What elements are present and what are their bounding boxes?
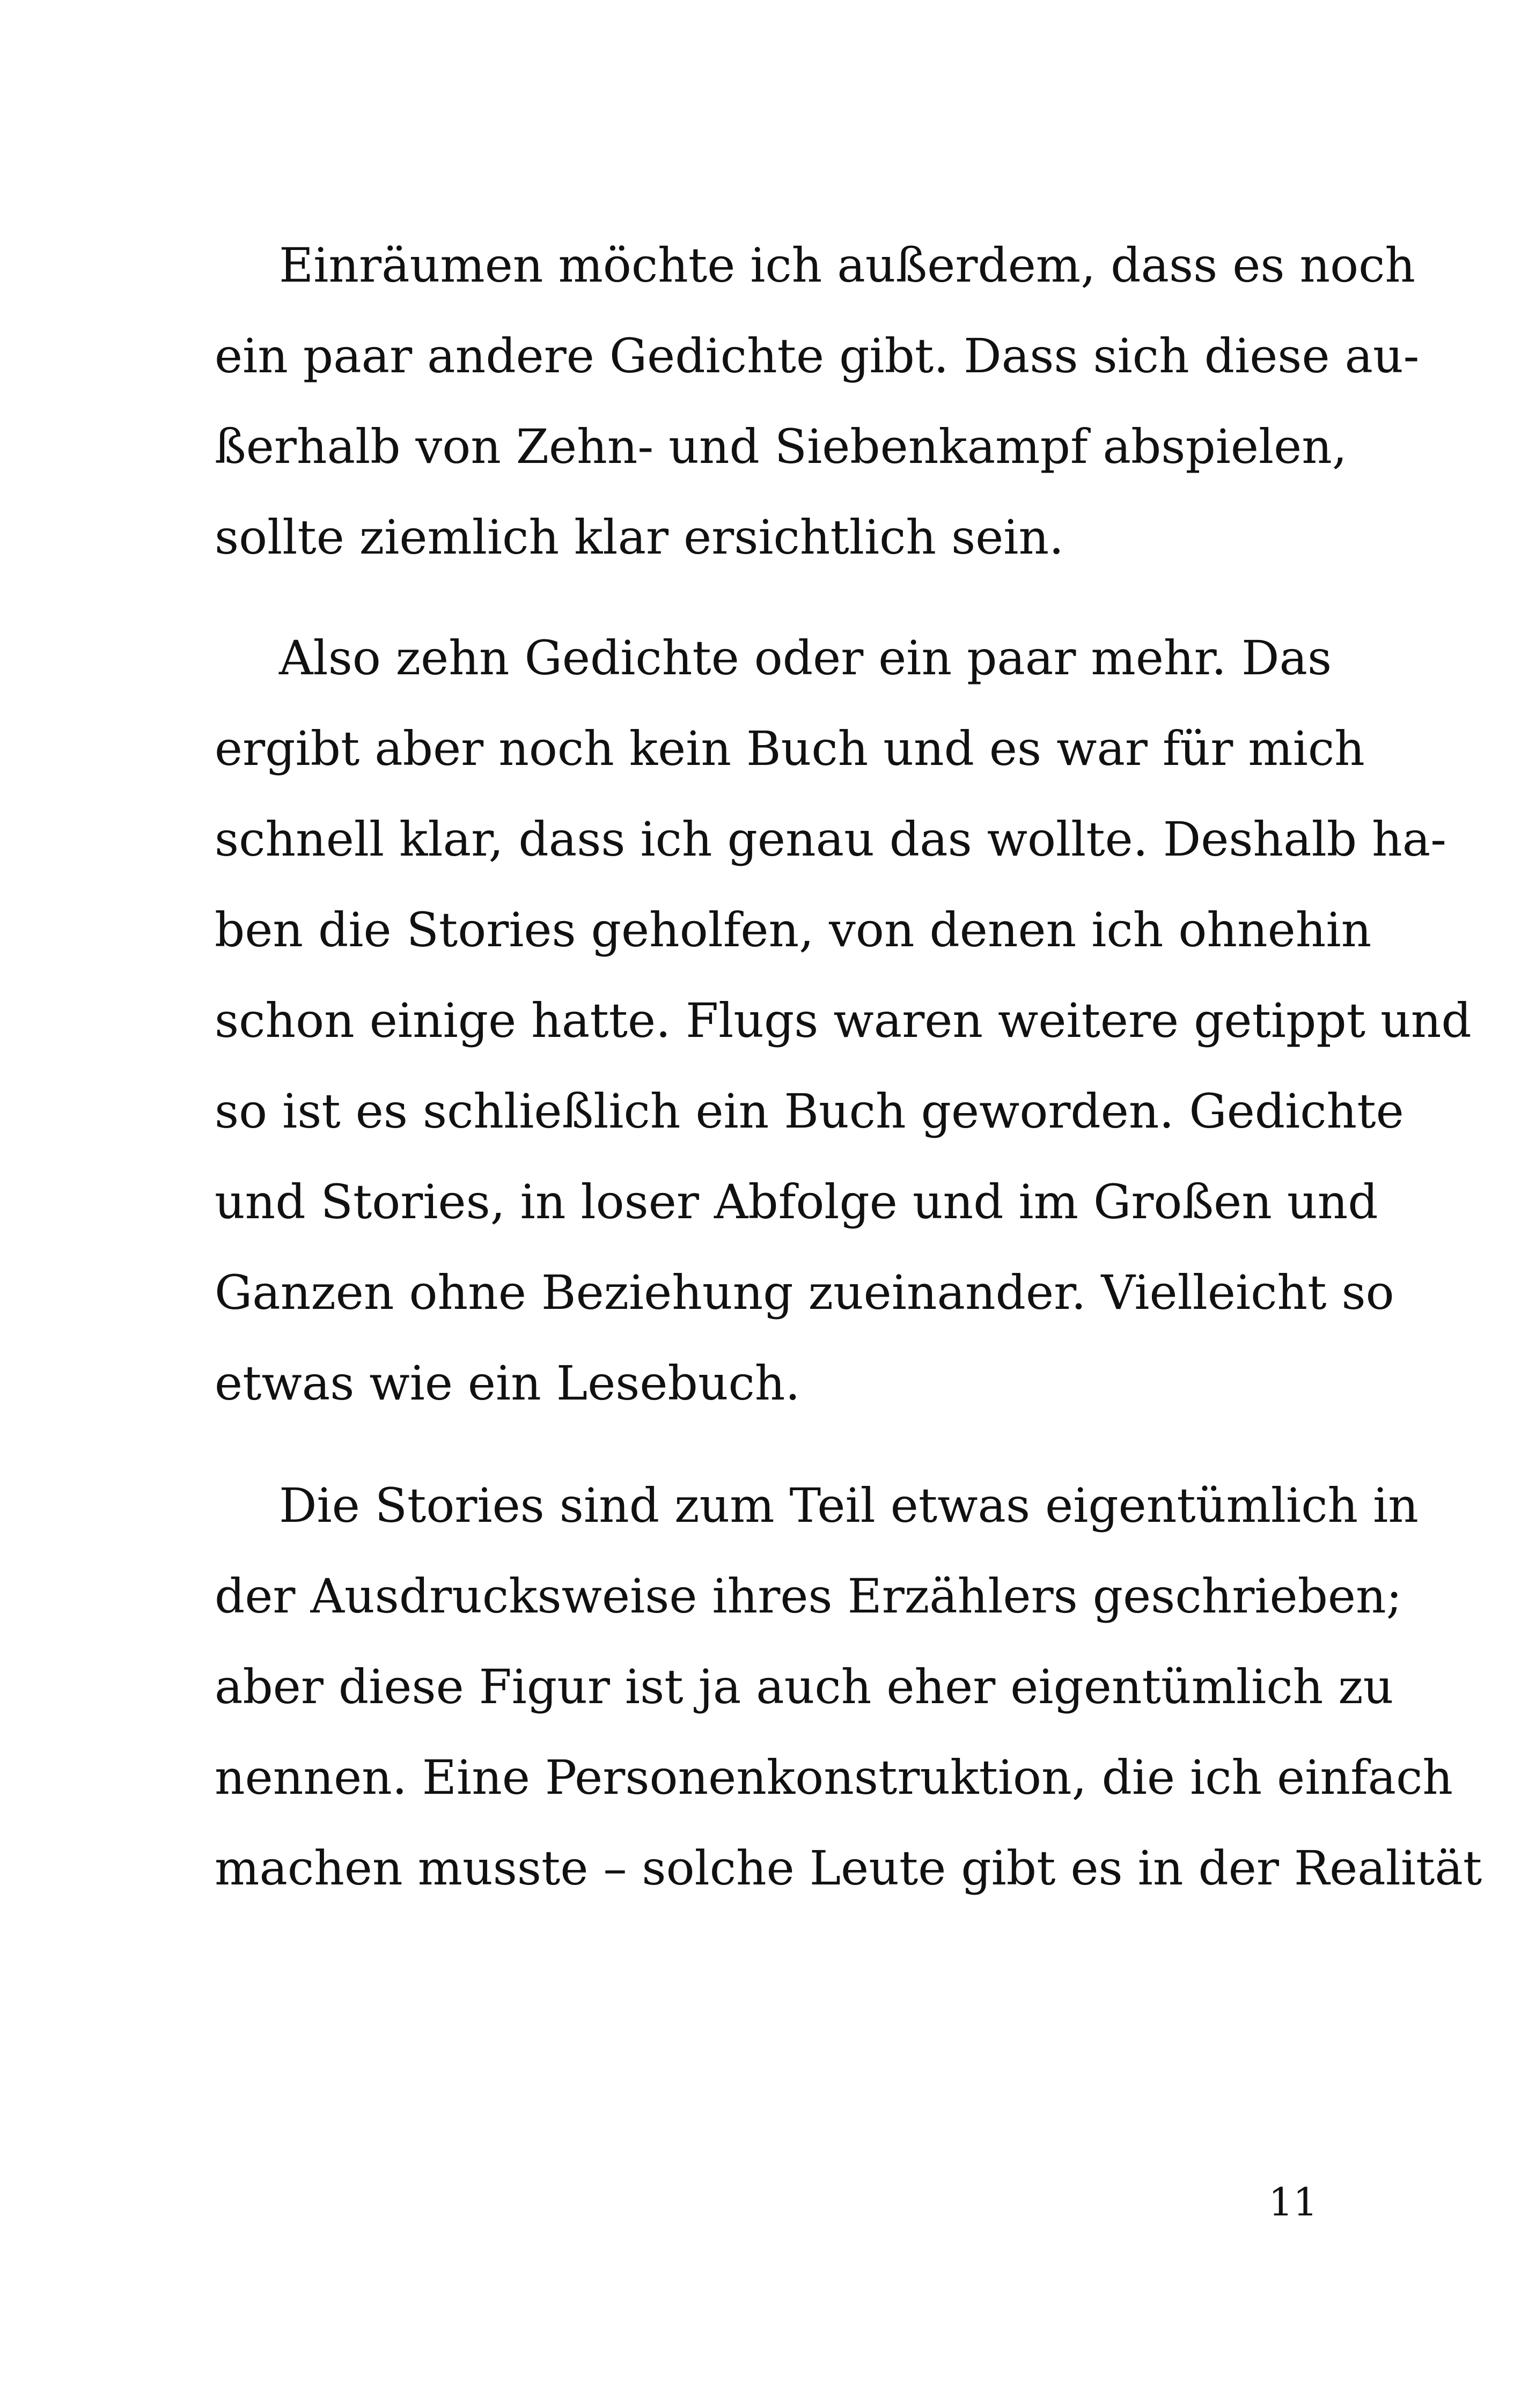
paragraph-2 <box>215 613 1472 1428</box>
text-line: ein paar andere Gedichte gibt. Dass sich diese au- <box>215 328 1420 384</box>
text-line: sollte ziemlich klar ersichtlich sein. <box>215 510 1064 565</box>
text-line: Ganzen ohne Beziehung zueinander. Vielleicht so <box>215 1265 1394 1320</box>
text-line: ergibt aber noch kein Buch und es war für mich <box>215 721 1365 776</box>
text-line: so ist es schließlich ein Buch geworden. Gedichte <box>215 1084 1404 1139</box>
text-line: machen musste – solche Leute gibt es in der Realität <box>215 1840 1482 1896</box>
paragraph-1 <box>215 220 1420 583</box>
text-line: nennen. Eine Personenkonstruktion, die ich einfach <box>215 1750 1453 1805</box>
text-line: aber diese Figur ist ja auch eher eigentümlich zu <box>215 1659 1394 1714</box>
text-line: ßerhalb von Zehn- und Siebenkampf abspielen, <box>215 419 1347 474</box>
text-line: und Stories, in loser Abfolge und im Großen und <box>215 1174 1378 1229</box>
text-line: Die Stories sind zum Teil etwas eigentümlich in <box>279 1478 1419 1533</box>
text-line: etwas wie ein Lesebuch. <box>215 1356 800 1411</box>
text-line: ben die Stories geholfen, von denen ich ohnehin <box>215 902 1372 958</box>
paragraph-3 <box>215 1460 1482 1913</box>
text-line: schon einige hatte. Flugs waren weitere getippt und <box>215 993 1472 1048</box>
text-line: Einräumen möchte ich außerdem, dass es noch <box>279 238 1416 293</box>
text-line: der Ausdrucksweise ihres Erzählers geschrieben; <box>215 1568 1402 1624</box>
text-line: Also zehn Gedichte oder ein paar mehr. Das <box>279 630 1332 686</box>
page-number: 11 <box>1268 2179 1318 2225</box>
text-line: schnell klar, dass ich genau das wollte. Deshalb ha- <box>215 812 1446 867</box>
